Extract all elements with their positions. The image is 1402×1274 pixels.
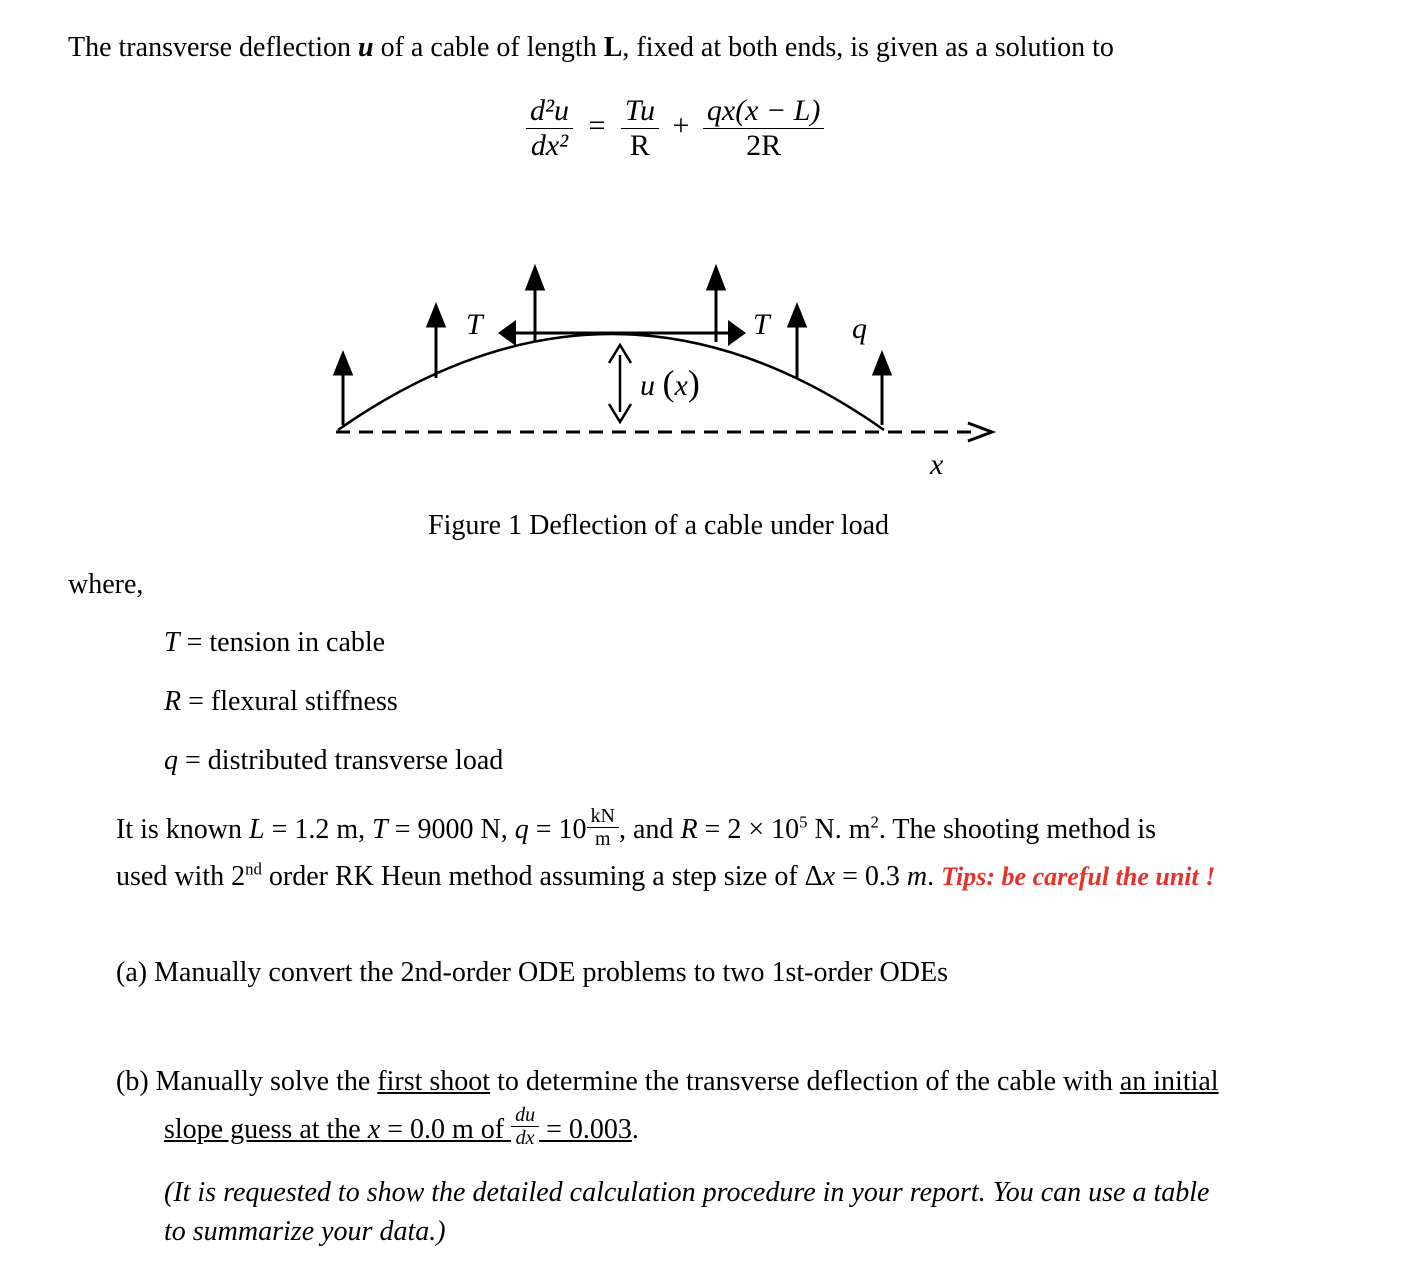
intro-part: The transverse deflection	[68, 32, 358, 63]
underlined-first-shoot: first shoot	[377, 1066, 491, 1097]
equals-sign: =	[588, 109, 606, 143]
label-tension-right: T	[753, 308, 770, 341]
load-arrows	[335, 268, 890, 425]
known-text: = 10	[528, 813, 587, 845]
load-arrowhead-2	[428, 306, 444, 326]
def-symbol: T	[164, 627, 180, 658]
lhs-numerator: d²u	[526, 94, 573, 129]
du-dx-fraction	[511, 1104, 539, 1149]
symbol-R: R	[680, 813, 698, 845]
symbol-u: u	[357, 32, 374, 63]
part-b-text: = 0.0 m of	[380, 1114, 512, 1145]
tip-warning: Tips: be careful the unit !	[941, 862, 1216, 891]
part-b-text: to determine the transverse deflection of the cable with	[490, 1066, 1120, 1097]
known-text: = 2 × 10	[697, 813, 800, 845]
term1-numerator: Tu	[621, 94, 659, 129]
symbol-x: x	[367, 1114, 381, 1145]
load-arrowhead-3	[527, 268, 543, 289]
known-values-line2	[116, 861, 1215, 893]
definition-R	[164, 686, 398, 718]
known-text: .	[927, 861, 942, 892]
label-deflection-ux	[640, 362, 700, 404]
dx-denominator: dx	[515, 1127, 535, 1150]
known-text: order RK Heun method assuming a step size of Δ	[261, 861, 823, 892]
def-text: = tension in cable	[179, 627, 386, 658]
label-u: u	[640, 369, 655, 402]
load-arrowhead-6	[874, 354, 890, 374]
known-text: , and	[619, 813, 681, 845]
superscript-nd: nd	[245, 859, 262, 879]
symbol-T: T	[372, 813, 388, 845]
cable-curve	[338, 334, 884, 430]
cable-figure	[0, 0, 1402, 560]
exponent: 5	[799, 812, 808, 832]
part-b-line2	[164, 1104, 639, 1150]
tension-arrow-right	[728, 320, 746, 346]
def-text: = flexural stiffness	[181, 686, 398, 717]
known-text: = 9000 N,	[387, 813, 515, 845]
part-b-text: (b) Manually solve the	[116, 1066, 378, 1097]
unit-numerator: kN	[587, 805, 619, 828]
known-text: = 1.2 m,	[264, 813, 373, 845]
unit-denominator: m	[594, 828, 611, 850]
part-b-note-line1: (It is requested to show the detailed calculation procedure in your report. You can use a table	[164, 1177, 1210, 1208]
du-numerator: du	[511, 1104, 539, 1127]
exponent: 2	[870, 812, 879, 832]
part-a: (a) Manually convert the 2nd-order ODE problems to two 1st-order ODEs	[116, 957, 949, 988]
plus-sign: +	[672, 109, 690, 143]
paren-close: )	[687, 363, 700, 403]
intro-part: of a cable of length	[373, 32, 604, 63]
underlined-slope-guess	[164, 1104, 632, 1150]
term1-denominator: R	[629, 129, 650, 162]
tension-arrow-left	[498, 320, 516, 346]
label-tension-left: T	[466, 308, 483, 341]
known-text: = 0.3	[835, 861, 907, 892]
term2-numerator: qx(x − L)	[703, 94, 825, 129]
part-b-text: slope guess at the	[164, 1114, 368, 1145]
figure-caption: Figure 1 Deflection of a cable under load	[428, 510, 890, 541]
lhs-denominator: dx²	[530, 129, 569, 162]
label-u-x: x	[674, 369, 688, 402]
part-b-text: .	[631, 1114, 639, 1145]
part-b-note-line2: to summarize your data.)	[164, 1216, 446, 1247]
def-symbol: R	[164, 686, 182, 717]
part-b-line1	[116, 1066, 1219, 1098]
term2-denominator: 2R	[746, 129, 782, 162]
intro-part: , fixed at both ends, is given as a solution to	[622, 32, 1114, 63]
where-label: where,	[68, 569, 144, 600]
symbol-L: L	[603, 32, 623, 63]
x-axis-arrowhead	[968, 423, 992, 441]
known-text: N. m	[807, 813, 871, 845]
symbol-L: L	[249, 813, 265, 845]
def-symbol: q	[164, 745, 178, 776]
known-text: used with 2	[116, 861, 246, 892]
known-text: It is known	[116, 813, 249, 845]
part-b-text: = 0.003	[539, 1114, 632, 1145]
load-arrowhead-1	[335, 354, 351, 374]
underlined-an-initial: an initial	[1119, 1066, 1219, 1097]
definition-T	[164, 627, 385, 659]
symbol-m: m	[906, 861, 928, 892]
symbol-q: q	[514, 813, 529, 845]
paren-open: (	[662, 363, 675, 403]
load-arrowhead-5	[789, 306, 805, 326]
known-values-line1	[116, 805, 1157, 850]
symbol-x: x	[822, 861, 836, 892]
label-x-axis: x	[930, 448, 944, 481]
load-arrowhead-4	[708, 268, 724, 289]
def-text: = distributed transverse load	[178, 745, 504, 776]
definition-q	[164, 745, 503, 777]
known-text: . The shooting method is	[878, 813, 1157, 845]
unit-fraction	[587, 805, 619, 850]
label-load-q: q	[852, 312, 867, 345]
